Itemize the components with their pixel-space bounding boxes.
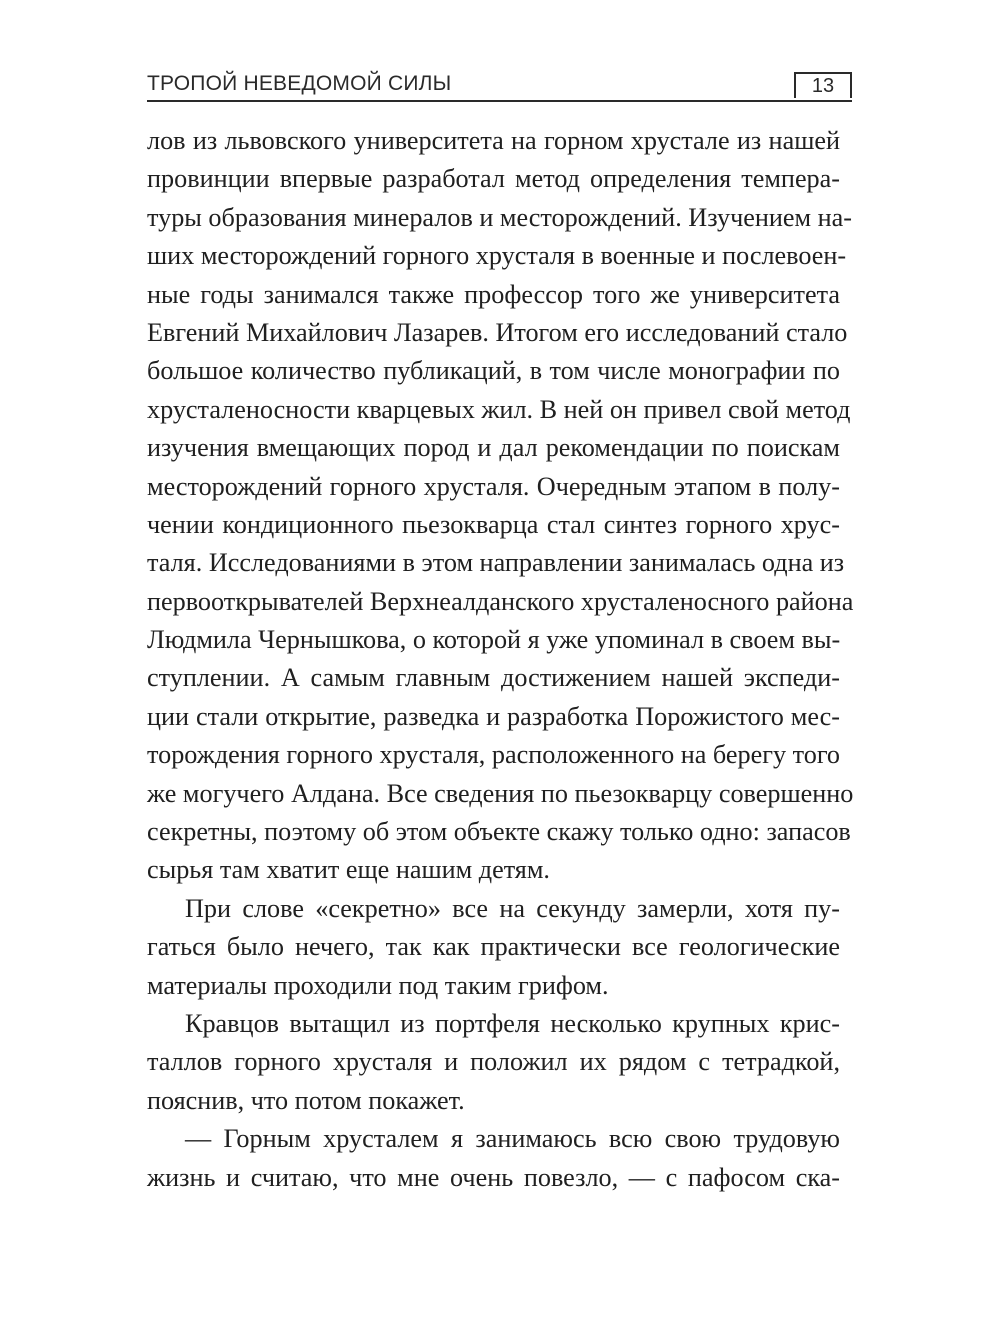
- text-line: ции стали открытие, разведка и разработка Порожистого мес-: [147, 701, 840, 731]
- text-line: изучения вмещающих пород и дал рекомендации по поискам: [147, 433, 840, 463]
- text-line: торождения горного хрусталя, расположенного на берегу того: [147, 740, 840, 770]
- text-body: [147, 122, 854, 1197]
- text-line: гаться было нечего, так как практически все геологические: [147, 932, 840, 962]
- text-line: Кравцов вытащил из портфеля несколько крупных крис-: [185, 1008, 840, 1038]
- text-line: ные годы занимался также профессор того же университета: [147, 279, 840, 309]
- paragraph: [147, 1120, 840, 1197]
- text-line: — Горным хрусталем я занимаюсь всю свою трудовую: [185, 1124, 840, 1154]
- text-line: хрусталеносности кварцевых жил. В ней он привел свой метод: [147, 394, 851, 424]
- text-line: Евгений Михайлович Лазарев. Итогом его исследований стало: [147, 317, 848, 347]
- text-line: секретны, поэтому об этом объекте скажу только одно: запасов: [147, 817, 851, 847]
- running-title: ТРОПОЙ НЕВЕДОМОЙ СИЛЫ: [147, 72, 452, 95]
- text-line: ших месторождений горного хрусталя в военные и послевоен-: [147, 241, 847, 271]
- text-line: провинции впервые разработал метод определения темпера-: [147, 164, 840, 194]
- text-line: первооткрывателей Верхнеалданского хрусталеносного района: [147, 586, 854, 616]
- text-line: материалы проходили под таким грифом.: [147, 970, 609, 1000]
- text-line: Людмила Чернышкова, о которой я уже упоминал в своем вы-: [147, 625, 841, 655]
- text-line: месторождений горного хрусталя. Очередным этапом в полу-: [147, 471, 840, 501]
- text-line: туры образования минералов и месторождений. Изучением на-: [147, 202, 853, 232]
- page-header: [147, 70, 852, 102]
- text-line: таля. Исследованиями в этом направлении занималась одна из: [147, 548, 845, 578]
- paragraph: [147, 890, 840, 1005]
- text-line: пояснив, что потом покажет.: [147, 1085, 465, 1115]
- text-line: большое количество публикаций, в том числе монографии по: [147, 356, 840, 386]
- text-line: чении кондиционного пьезокварца стал синтез горного хрус-: [147, 509, 840, 539]
- paragraph: [147, 122, 854, 890]
- text-line: ступлении. А самым главным достижением нашей экспеди-: [147, 663, 840, 693]
- text-line: При слове «секретно» все на секунду замерли, хотя пу-: [185, 893, 840, 923]
- text-line: же могучего Алдана. Все сведения по пьезокварцу совершенно: [147, 778, 854, 808]
- text-line: сырья там хватит еще нашим детям.: [147, 855, 550, 885]
- text-line: лов из львовского университета на горном хрустале из нашей: [147, 126, 840, 155]
- page-number: 13: [794, 72, 852, 98]
- text-line: жизнь и считаю, что мне очень повезло, — с пафосом ска-: [147, 1162, 840, 1192]
- paragraph: [147, 1005, 840, 1120]
- text-line: таллов горного хрусталя и положил их рядом с тетрадкой,: [147, 1047, 840, 1077]
